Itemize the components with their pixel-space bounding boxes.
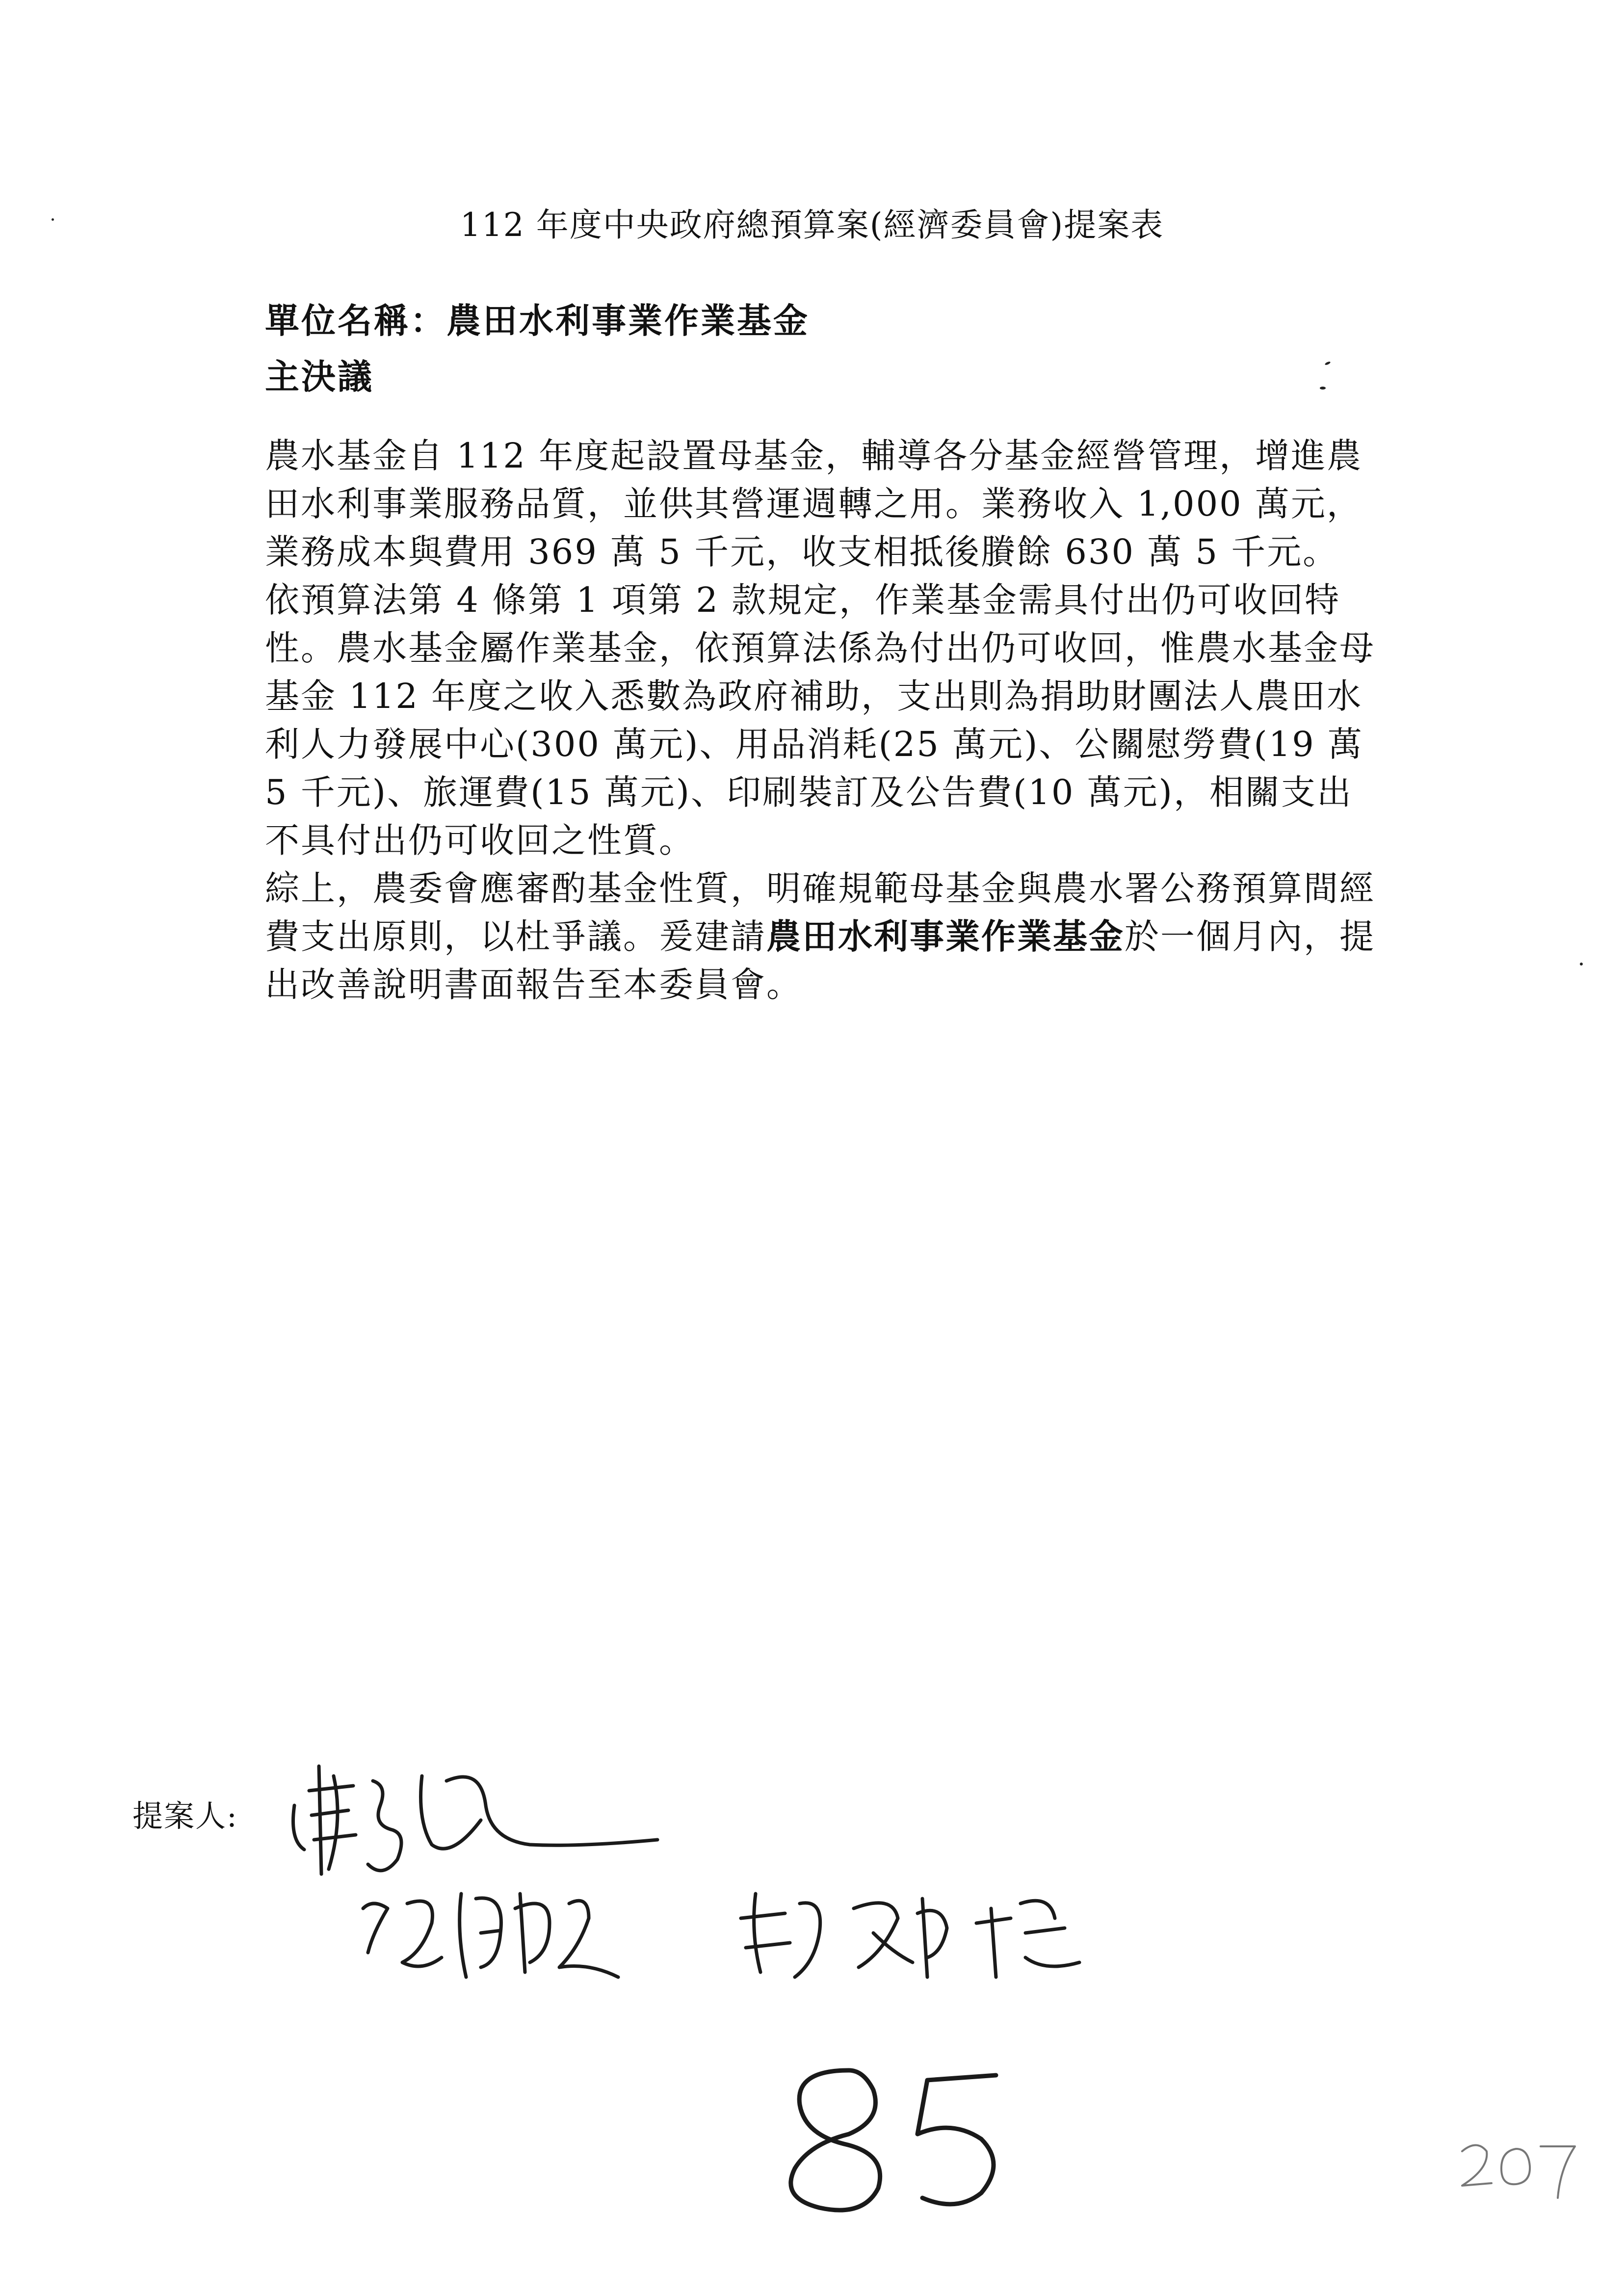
paragraph-3-bold-unit: 農田水利事業作業基金 [766, 916, 1125, 957]
main-resolution-heading: 主決議 [265, 356, 374, 397]
scan-speck [52, 218, 54, 221]
unit-name: 農田水利事業作業基金 [446, 300, 810, 341]
unit-line [265, 293, 810, 343]
paragraph-2: 依預算法第 4 條第 1 項第 2 款規定，作業基金需具付出仍可收回特性。農水基金屬作業基金，依預算法係為付出仍可收回，惟農水基金母基金 112 年度之收入悉數為政府補助，支出則為捐助財團法人農田水利人力發展中心(300 萬元)、用品消耗(25 萬元)、公關慰勞費(19 萬 5 千元)、旅運費(15 萬元)、印刷裝訂及公告費(10 萬元)，相關支出不具付出仍可收回之性質。 [265, 580, 1375, 861]
paragraph-3 [265, 864, 1384, 1009]
handwritten-signatures [275, 1747, 1109, 2080]
resolution-body [265, 432, 1384, 1009]
scan-speck [1580, 963, 1583, 965]
proposer-label: 提案人: [132, 1798, 238, 1834]
paragraph-1: 農水基金自 112 年度起設置母基金，輔導各分基金經營管理，增進農田水利事業服務品質，並供其營運週轉之用。業務收入 1,000 萬元，業務成本與費用 369 萬 5 千元，收支相抵後賸餘 630 萬 5 千元。 [265, 436, 1363, 572]
paragraph-3-text-b: 於一個月內，提出改善說明書面報告至本委員會。 [265, 916, 1375, 1005]
page-mark-207 [1452, 2129, 1580, 2203]
handwritten-number-85 [765, 2051, 1021, 2227]
document-title: 112 年度中央政府總預算案(經濟委員會)提案表 [460, 206, 1164, 244]
scan-speck [1320, 387, 1326, 390]
paragraph-3-text-a: 綜上，農委會應審酌基金性質，明確規範母基金與農水署公務預算間經費支出原則，以杜爭議。爰建請 [265, 868, 1375, 957]
scan-speck [1325, 361, 1331, 366]
unit-label: 單位名稱： [265, 300, 446, 341]
